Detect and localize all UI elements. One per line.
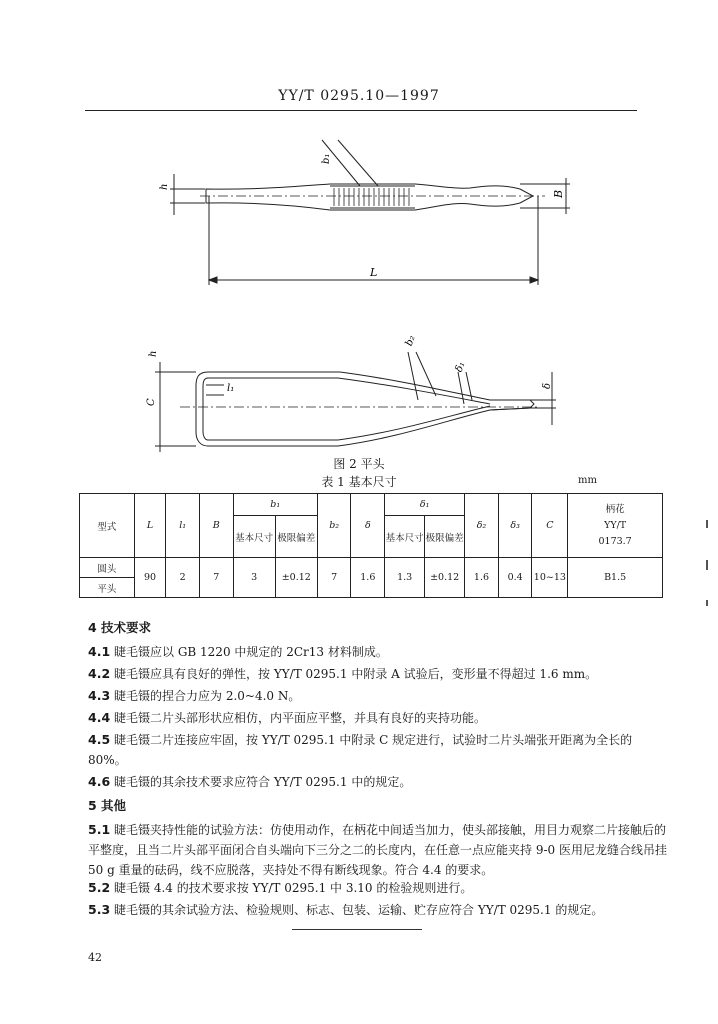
dim-B-label: B <box>552 189 565 198</box>
cell-L: 90 <box>134 558 166 598</box>
scan-mark <box>706 560 708 570</box>
clause-number: 5.3 <box>88 902 111 917</box>
clause-text: 睫毛镊应具有良好的弹性，按 YY/T 0295.1 中附录 A 试验后，变形量不得超过 1.6 mm。 <box>114 667 598 681</box>
th-handle-line3: 0173.7 <box>598 535 632 547</box>
clause-number: 4.3 <box>88 688 111 703</box>
clause-4-2 <box>88 664 668 684</box>
scan-mark <box>706 520 708 528</box>
clause-number: 4.6 <box>88 774 111 789</box>
footer-rule <box>292 929 422 930</box>
clause-4-6 <box>88 772 668 792</box>
cell-delta: 1.6 <box>351 558 385 598</box>
clause-number: 4.1 <box>88 644 111 659</box>
th-C: C <box>532 494 568 558</box>
th-delta: δ <box>351 494 385 558</box>
dim-L-label: L <box>370 266 378 279</box>
th-delta1: δ₁ <box>385 494 465 516</box>
th-l1: l₁ <box>166 494 200 558</box>
th-handle <box>568 494 663 558</box>
cell-delta1-tol: ±0.12 <box>425 558 465 598</box>
clause-text: 睫毛镊夹持性能的试验方法：仿使用动作，在柄花中间适当加力，使头部接触，用目力观察二片接触后的平整度，且当二片头部平面闭合自头端向下三分之二的长度内，在任意一点应能夹持 9-0 医用尼龙缝合线吊挂 50 g 重量的砝码，线不应脱落，夹持处不得有断线现象。符合 4.4 的要求。 <box>88 823 667 877</box>
clause-4-4 <box>88 708 668 728</box>
type-cell-round: 圆头 <box>80 558 135 578</box>
scan-mark <box>706 600 708 606</box>
dim-h-label: h <box>159 183 170 190</box>
spec-table <box>79 493 663 598</box>
cell-delta2: 1.6 <box>465 558 499 598</box>
dim-delta-label: δ <box>542 382 553 389</box>
clause-text: 睫毛镊二片连接应牢固，按 YY/T 0295.1 中附录 C 规定进行，试验时二片头端张开距离为全长的 80%。 <box>88 733 633 767</box>
tweezers-drawing <box>0 0 718 470</box>
th-L: L <box>134 494 166 558</box>
clause-text: 睫毛镊的其余技术要求应符合 YY/T 0295.1 中的规定。 <box>114 775 412 789</box>
clause-4-5 <box>88 730 668 770</box>
clause-5-3 <box>88 900 668 920</box>
table-row <box>80 558 663 578</box>
cell-b2: 7 <box>317 558 351 598</box>
side-view-drawing <box>155 352 556 452</box>
top-view-drawing <box>170 140 570 285</box>
th-delta2: δ₂ <box>465 494 499 558</box>
dim-h-side-label: h <box>148 350 159 357</box>
table-caption: 表 1 基本尺寸 <box>321 475 397 489</box>
clause-text: 睫毛镊二片头部形状应相仿，内平面应平整，并具有良好的夹持功能。 <box>114 711 487 725</box>
cell-C: 10~13 <box>532 558 568 598</box>
clause-5-1 <box>88 820 668 880</box>
clause-text: 睫毛镊 4.4 的技术要求按 YY/T 0295.1 中 3.10 的检验规则进行。 <box>114 881 473 895</box>
th-b1-basic: 基本尺寸 <box>233 516 275 558</box>
clause-number: 4.2 <box>88 666 111 681</box>
dim-l1-label: l₁ <box>227 383 235 394</box>
th-type: 型式 <box>80 494 135 558</box>
dim-delta1-label: δ₁ <box>453 360 468 374</box>
th-handle-line1: 柄花 <box>605 503 625 515</box>
clause-number: 4.5 <box>88 732 111 747</box>
cell-b1-basic: 3 <box>233 558 275 598</box>
standard-header: YY/T 0295.10—1997 <box>278 88 440 104</box>
figure-caption: 图 2 平头 <box>333 457 385 471</box>
dim-C-label: C <box>146 398 157 406</box>
clause-4-1 <box>88 642 668 662</box>
section-4-title: 4 技术要求 <box>88 620 152 635</box>
th-B: B <box>199 494 233 558</box>
dim-b2-label: b₂ <box>403 334 418 348</box>
clause-4-3 <box>88 686 668 706</box>
cell-B: 7 <box>199 558 233 598</box>
cell-b1-tol: ±0.12 <box>275 558 317 598</box>
th-b2: b₂ <box>317 494 351 558</box>
clause-number: 5.1 <box>88 822 111 837</box>
table-unit: mm <box>578 475 597 486</box>
th-b1-tolerance: 极限偏差 <box>275 516 317 558</box>
clause-text: 睫毛镊的其余试验方法、检验规则、标志、包装、运输、贮存应符合 YY/T 0295.1 的规定。 <box>114 903 604 917</box>
clause-number: 5.2 <box>88 880 111 895</box>
cell-handle: B1.5 <box>568 558 663 598</box>
section-5-title: 5 其他 <box>88 798 127 813</box>
th-delta1-basic: 基本尺寸 <box>385 516 425 558</box>
clause-number: 4.4 <box>88 710 111 725</box>
dim-b1-label: b₁ <box>321 153 332 164</box>
table-header-row <box>80 494 663 516</box>
clause-5-2 <box>88 878 668 898</box>
th-delta3: δ₃ <box>498 494 532 558</box>
cell-l1: 2 <box>166 558 200 598</box>
th-b1: b₁ <box>233 494 317 516</box>
type-cell-flat: 平头 <box>80 578 135 598</box>
page-number: 42 <box>88 951 102 964</box>
cell-delta3: 0.4 <box>498 558 532 598</box>
cell-delta1-basic: 1.3 <box>385 558 425 598</box>
th-delta1-tolerance: 极限偏差 <box>425 516 465 558</box>
clause-text: 睫毛镊的捏合力应为 2.0~4.0 N。 <box>114 689 301 703</box>
clause-text: 睫毛镊应以 GB 1220 中规定的 2Cr13 材料制成。 <box>114 645 388 659</box>
th-handle-line2: YY/T <box>604 519 627 531</box>
